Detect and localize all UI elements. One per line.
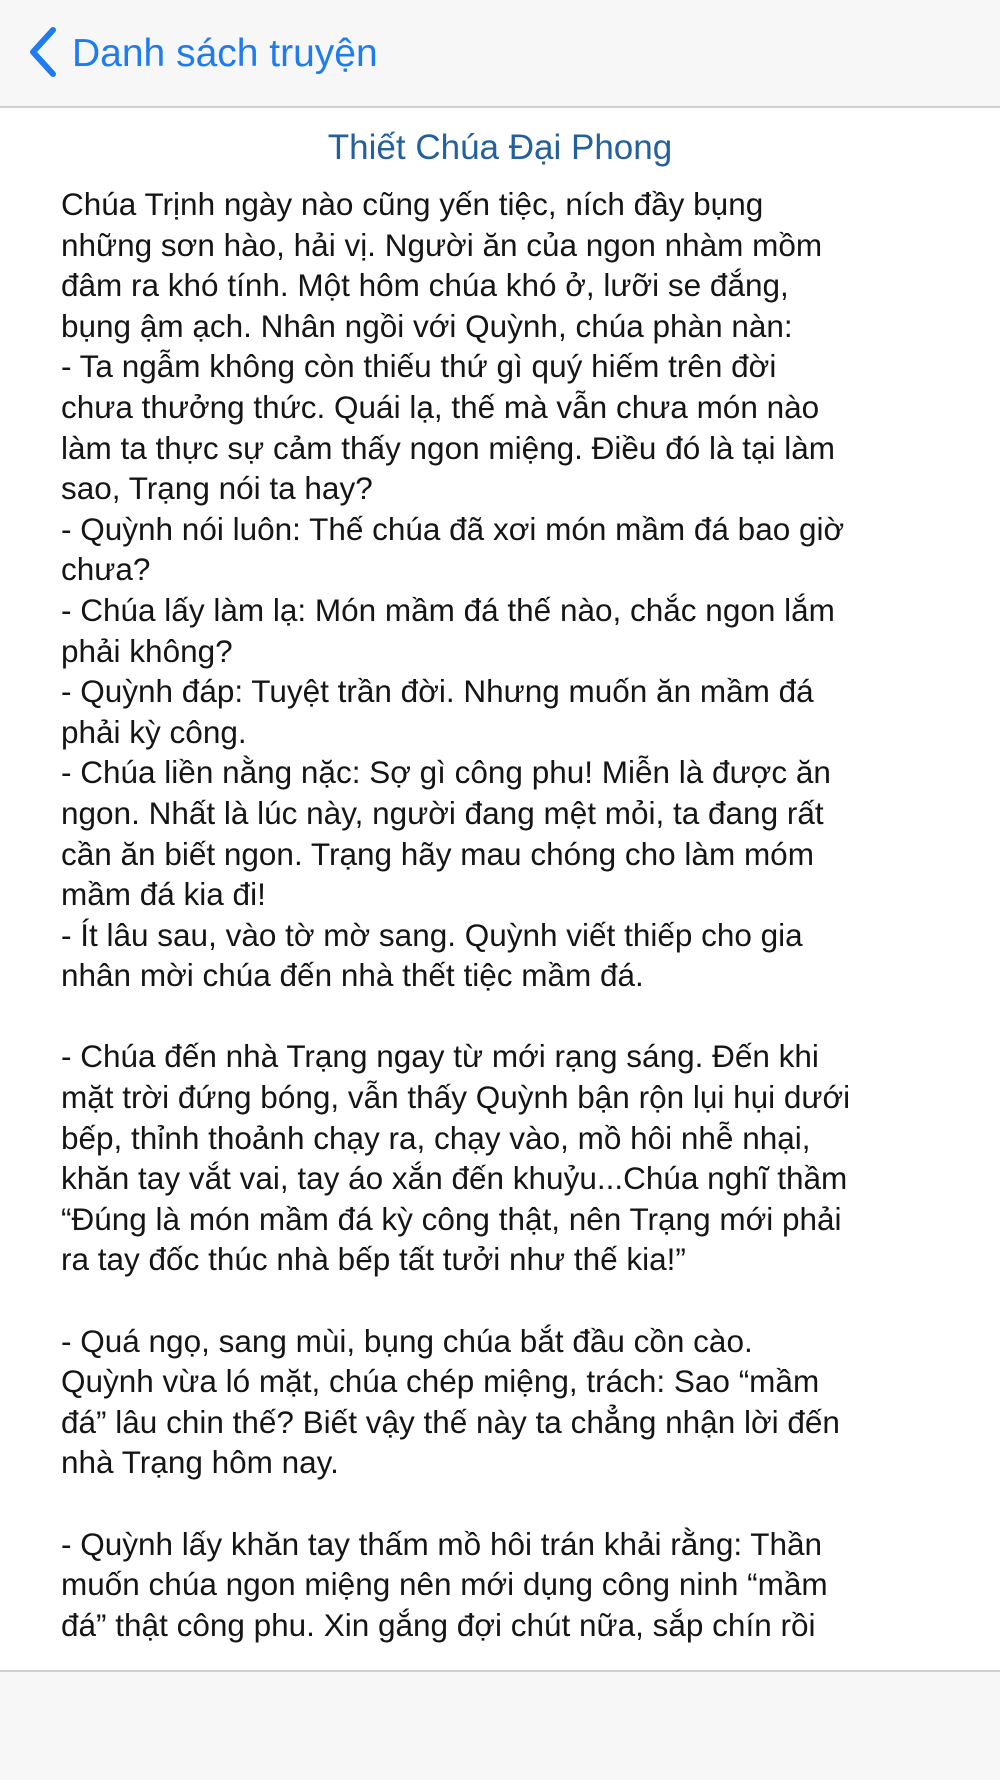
story-line: phải kỳ công. [61, 713, 247, 750]
story-line: cần ăn biết ngon. Trạng hãy mau chóng cho làm móm [61, 835, 814, 872]
story-line: bụng ậm ạch. Nhân ngồi với Quỳnh, chúa phàn nàn: [61, 307, 793, 344]
story-line: bếp, thỉnh thoảnh chạy ra, chạy vào, mồ hôi nhễ nhại, [61, 1119, 811, 1156]
story-line: - Quỳnh đáp: Tuyệt trần đời. Nhưng muốn ăn mầm đá [61, 673, 814, 710]
story-line: chưa thưởng thức. Quái lạ, thế mà vẫn chưa món nào [61, 388, 820, 425]
story-line: - Chúa đến nhà Trạng ngay từ mới rạng sáng. Đến khi [61, 1038, 819, 1075]
story-line: - Ta ngẫm không còn thiếu thứ gì quý hiếm trên đời [61, 348, 777, 385]
story-content[interactable] [0, 108, 1000, 1670]
story-line: - Chúa lấy làm lạ: Món mầm đá thế nào, chắc ngon lắm [61, 591, 835, 628]
story-line: đá” lâu chin thế? Biết vậy thế này ta chẳng nhận lời đến [61, 1403, 840, 1440]
story-title: Thiết Chúa Đại Phong [327, 128, 673, 167]
navigation-bar [0, 0, 1000, 108]
blank-line [61, 1280, 951, 1321]
story-line: - Chúa liền nằng nặc: Sợ gì công phu! Miễn là được ăn [61, 754, 831, 791]
bottom-toolbar [0, 1670, 1000, 1780]
story-line: phải không? [61, 632, 233, 669]
story-line: Quỳnh vừa ló mặt, chúa chép miệng, trách: Sao “mầm [61, 1363, 820, 1400]
story-line: nhà Trạng hôm nay. [61, 1444, 339, 1481]
story-line: khăn tay vắt vai, tay áo xắn đến khuỷu...Chúa nghĩ thầm [61, 1160, 848, 1197]
story-line: Chúa Trịnh ngày nào cũng yến tiệc, ních đầy bụng [61, 186, 764, 222]
story-line: đâm ra khó tính. Một hôm chúa khó ở, lưỡi se đắng, [61, 267, 789, 304]
chevron-left-icon [26, 25, 60, 84]
story-line: mặt trời đứng bóng, vẫn thấy Quỳnh bận rộn lụi hụi dưới [61, 1079, 851, 1116]
blank-line [61, 1483, 951, 1524]
story-line: mầm đá kia đi! [61, 876, 266, 913]
story-line: những sơn hào, hải vị. Người ăn của ngon nhàm mồm [61, 226, 823, 263]
story-line: đá” thật công phu. Xin gắng đợi chút nữa, sắp chín rồi [61, 1606, 816, 1643]
back-button-label: Danh sách truyện [72, 32, 378, 75]
story-line: muốn chúa ngon miệng nên mới dụng công ninh “mầm [61, 1566, 828, 1603]
story-line: sao, Trạng nói ta hay? [61, 470, 373, 507]
story-line: làm ta thực sự cảm thấy ngon miệng. Điều đó là tại làm [61, 429, 836, 466]
story-line: ra tay đốc thúc nhà bếp tất tưởi như thế kia!” [61, 1241, 686, 1278]
story-line: chưa? [61, 551, 151, 588]
story-line: - Quỳnh lấy khăn tay thấm mồ hôi trán khải rằng: Thần [61, 1525, 823, 1562]
story-line: - Ít lâu sau, vào tờ mờ sang. Quỳnh viết thiếp cho gia [61, 916, 803, 953]
story-line: “Đúng là món mầm đá kỳ công thật, nên Trạng mới phải [61, 1200, 842, 1237]
blank-line [61, 996, 951, 1037]
story-line: ngon. Nhất là lúc này, người đang mệt mỏi, ta đang rất [61, 794, 824, 831]
back-button[interactable] [26, 24, 378, 84]
story-line: - Quỳnh nói luôn: Thế chúa đã xơi món mầm đá bao giờ [61, 510, 845, 547]
story-body [61, 184, 951, 1670]
story-line: nhân mời chúa đến nhà thết tiệc mầm đá. [61, 957, 644, 994]
story-line: - Quá ngọ, sang mùi, bụng chúa bắt đầu cồn cào. [61, 1322, 753, 1359]
